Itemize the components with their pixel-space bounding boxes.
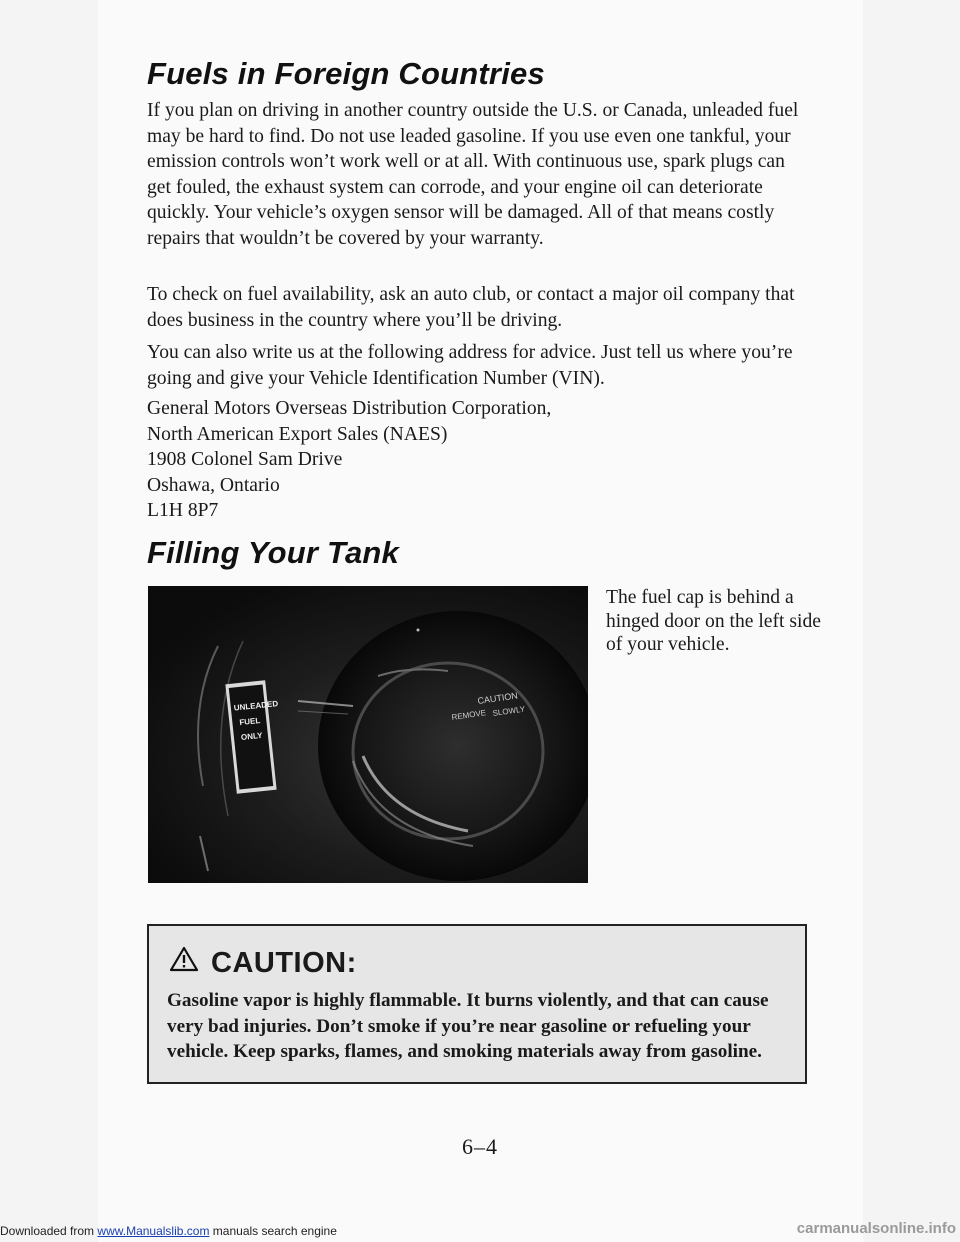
manualslib-link[interactable]: www.Manualslib.com <box>97 1224 210 1238</box>
label-fuel: FUEL <box>238 715 261 728</box>
warning-triangle-icon <box>169 946 199 980</box>
label-only: ONLY <box>240 730 263 743</box>
watermark: carmanualsonline.info <box>796 1220 956 1237</box>
caution-title: CAUTION: <box>211 946 357 979</box>
address-line: North American Export Sales (NAES) <box>147 423 448 445</box>
address-line: L1H 8P7 <box>147 500 219 522</box>
mailing-address <box>147 396 551 524</box>
cap-caution-text: CAUTION <box>476 690 519 706</box>
footer-suffix: manuals search engine <box>212 1224 337 1238</box>
label-unleaded: UNLEADED <box>233 699 279 713</box>
footer-prefix: Downloaded from <box>0 1224 95 1238</box>
address-line: 1908 Colonel Sam Drive <box>147 449 343 471</box>
cap-remove-text: REMOVE <box>451 708 487 722</box>
section-heading-fuels-foreign: Fuels in Foreign Countries <box>147 56 545 91</box>
download-footer <box>0 1224 337 1238</box>
paragraph-fuel-availability: To check on fuel availability, ask an auto club, or contact a major oil company that does business in the country where you’ll be driving. <box>147 284 795 331</box>
caution-heading <box>169 946 357 980</box>
right-margin <box>863 0 960 1242</box>
fuel-door-illustration <box>148 586 588 883</box>
page-number: 6–4 <box>462 1134 498 1159</box>
fuel-cap-location-text: The fuel cap is behind a hinged door on the left side of your vehicle. <box>606 587 821 656</box>
paragraph-write-us: You can also write us at the following address for advice. Just tell us where you’re going and give your Vehicle Identification Number (VIN). <box>147 342 793 389</box>
caution-box <box>147 924 807 1084</box>
left-margin <box>0 0 98 1242</box>
address-line: General Motors Overseas Distribution Corporation, <box>147 398 552 419</box>
fuel-door-photo <box>148 586 588 883</box>
paragraph-foreign-fuel: If you plan on driving in another country outside the U.S. or Canada, unleaded fuel may be hard to find. Do not use leaded gasoline. If you use even one tankful, your emission controls won’t work well or at all. With continuous use, spark plugs can get fouled, the exhaust system can corrode, and your engine oil can deteriorate quickly. Your vehicle’s oxygen sensor will be damaged. All of that means costly repairs that wouldn’t be covered by your warranty. <box>147 100 799 249</box>
cap-slowly-text: SLOWLY <box>492 704 526 718</box>
address-line: Oshawa, Ontario <box>147 474 280 496</box>
caution-body: Gasoline vapor is highly flammable. It burns violently, and that can cause very bad injuries. Don’t smoke if you’re near gasoline or refueling your vehicle. Keep sparks, flames, and smoking materials away from gasoline. <box>167 990 769 1062</box>
section-heading-filling-tank: Filling Your Tank <box>147 535 399 570</box>
